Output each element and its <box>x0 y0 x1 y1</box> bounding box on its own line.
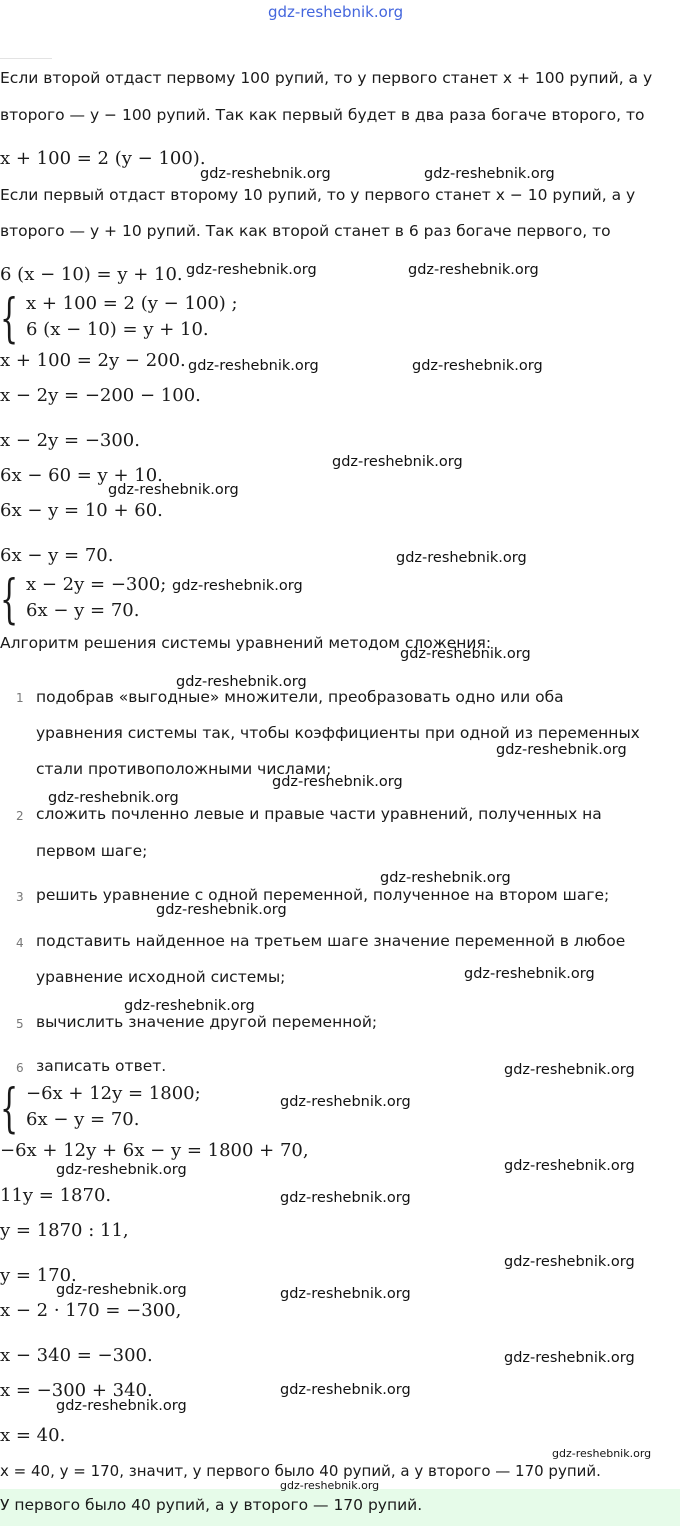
watermark: gdz-reshebnik.org <box>124 998 255 1014</box>
list-number: 6 <box>16 1061 24 1075</box>
list-number: 2 <box>16 809 24 823</box>
watermark: gdz-reshebnik.org <box>176 674 307 690</box>
watermark: gdz-reshebnik.org <box>408 262 539 278</box>
watermark: gdz-reshebnik.org <box>56 1398 187 1414</box>
algorithm-title: Алгоритм решения системы уравнений методом сложения: <box>0 634 492 652</box>
watermark: gdz-reshebnik.org <box>332 454 463 470</box>
equation: x − 2 · 170 = −300, <box>0 1300 182 1321</box>
watermark: gdz-reshebnik.org <box>156 902 287 918</box>
system-line: 6x − y = 70. <box>26 1109 140 1130</box>
problem-text-line: второго — y + 10 рупий. Так как второй станет в 6 раз богаче первого, то <box>0 222 611 240</box>
watermark: gdz-reshebnik.org <box>504 1350 635 1366</box>
list-number: 5 <box>16 1017 24 1031</box>
problem-text-line: Если второй отдаст первому 100 рупий, то у первого станет x + 100 рупий, а у <box>0 69 653 87</box>
brace-icon: { <box>0 1079 19 1139</box>
watermark: gdz-reshebnik.org <box>56 1162 187 1178</box>
watermark: gdz-reshebnik.org <box>108 482 239 498</box>
list-item: первом шаге; <box>36 842 148 860</box>
watermark-top: gdz-reshebnik.org <box>268 3 404 21</box>
equation: 6x − y = 70. <box>0 545 114 566</box>
equation: x − 340 = −300. <box>0 1345 153 1366</box>
watermark: gdz-reshebnik.org <box>380 870 511 886</box>
list-item: стали противоположными числами; <box>36 760 332 778</box>
system-line: 6x − y = 70. <box>26 600 140 621</box>
equation: y = 170. <box>0 1265 77 1286</box>
list-item: подставить найденное на третьем шаге значение переменной в любое <box>36 932 626 950</box>
system-line: 6 (x − 10) = y + 10. <box>26 319 209 340</box>
list-item: уравнение исходной системы; <box>36 968 286 986</box>
list-number: 3 <box>16 890 24 904</box>
equation: x + 100 = 2 (y − 100). <box>0 148 206 169</box>
watermark: gdz-reshebnik.org <box>188 358 319 374</box>
watermark: gdz-reshebnik.org <box>272 774 403 790</box>
list-item: сложить почленно левые и правые части уравнений, полученных на <box>36 805 602 823</box>
watermark: gdz-reshebnik.org <box>48 790 179 806</box>
watermark: gdz-reshebnik.org <box>400 646 531 662</box>
watermark: gdz-reshebnik.org <box>396 550 527 566</box>
watermark: gdz-reshebnik.org <box>412 358 543 374</box>
equation: x − 2y = −200 − 100. <box>0 385 201 406</box>
list-item: уравнения системы так, чтобы коэффициенты при одной из переменных <box>36 724 640 742</box>
system-line: x − 2y = −300; <box>26 574 167 595</box>
watermark: gdz-reshebnik.org <box>200 166 331 182</box>
equation: −6x + 12y + 6x − y = 1800 + 70, <box>0 1140 309 1161</box>
equation: x = −300 + 340. <box>0 1380 153 1401</box>
list-number: 1 <box>16 691 24 705</box>
equation: 6x − y = 10 + 60. <box>0 500 163 521</box>
answer-block <box>0 1489 680 1526</box>
equation: y = 1870 : 11, <box>0 1220 129 1241</box>
equation: x − 2y = −300. <box>0 430 140 451</box>
equation: x = 40. <box>0 1425 66 1446</box>
watermark: gdz-reshebnik.org <box>464 966 595 982</box>
list-item: решить уравнение с одной переменной, полученное на втором шаге; <box>36 886 610 904</box>
list-item: подобрав «выгодные» множители, преобразовать одно или оба <box>36 688 564 706</box>
watermark: gdz-reshebnik.org <box>504 1062 635 1078</box>
system-line: x + 100 = 2 (y − 100) ; <box>26 293 238 314</box>
watermark: gdz-reshebnik.org <box>496 742 627 758</box>
watermark: gdz-reshebnik.org <box>424 166 555 182</box>
equation: 6 (x − 10) = y + 10. <box>0 264 183 285</box>
watermark: gdz-reshebnik.org <box>280 1479 380 1492</box>
watermark: gdz-reshebnik.org <box>280 1094 411 1110</box>
problem-text-line: второго — y − 100 рупий. Так как первый будет в два раза богаче второго, то <box>0 106 645 124</box>
list-item: вычислить значение другой переменной; <box>36 1013 378 1031</box>
watermark: gdz-reshebnik.org <box>504 1158 635 1174</box>
watermark: gdz-reshebnik.org <box>504 1254 635 1270</box>
watermark: gdz-reshebnik.org <box>172 578 303 594</box>
watermark: gdz-reshebnik.org <box>56 1282 187 1298</box>
watermark: gdz-reshebnik.org <box>280 1190 411 1206</box>
equation: 6x − 60 = y + 10. <box>0 465 163 486</box>
list-item: записать ответ. <box>36 1057 167 1075</box>
brace-icon: { <box>0 570 19 630</box>
watermark: gdz-reshebnik.org <box>280 1382 411 1398</box>
watermark: gdz-reshebnik.org <box>552 1447 652 1460</box>
problem-text-line: Если первый отдаст второму 10 рупий, то у первого станет x − 10 рупий, а у <box>0 186 636 204</box>
watermark: gdz-reshebnik.org <box>186 262 317 278</box>
divider <box>0 58 52 59</box>
equation: x + 100 = 2y − 200. <box>0 350 186 371</box>
watermark: gdz-reshebnik.org <box>280 1286 411 1302</box>
conclusion: x = 40, y = 170, значит, у первого было 40 рупий, а у второго — 170 рупий. <box>0 1462 601 1480</box>
answer-text: У первого было 40 рупий, а у второго — 170 рупий. <box>0 1496 423 1514</box>
equation: 11y = 1870. <box>0 1185 112 1206</box>
brace-icon: { <box>0 289 19 349</box>
list-number: 4 <box>16 936 24 950</box>
system-line: −6x + 12y = 1800; <box>26 1083 201 1104</box>
